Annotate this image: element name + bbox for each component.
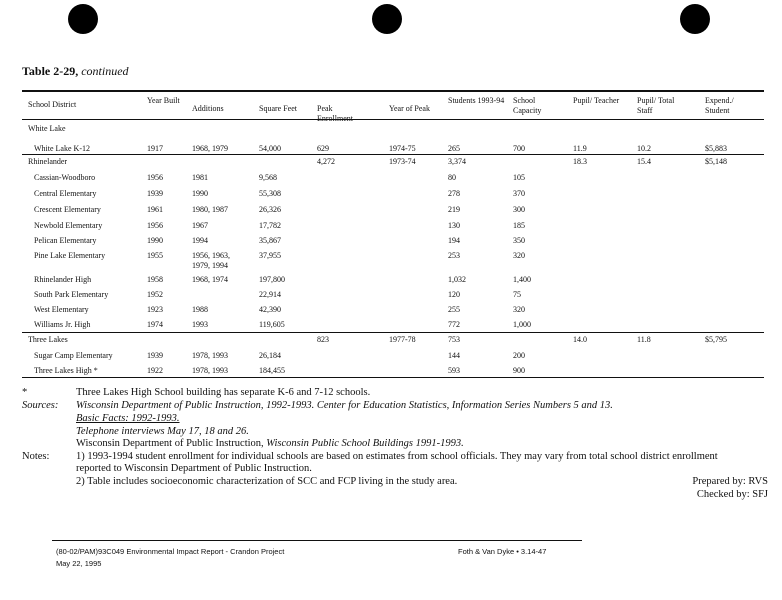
note-1a: 1) 1993-1994 student enrollment for individual schools are based on estimates from school officials. They may vary from total school district enrollment xyxy=(76,451,718,462)
row-col-students: 80 xyxy=(448,173,456,182)
row-col-students: 1,032 xyxy=(448,275,466,284)
row-col-year-built: 1956 xyxy=(147,173,163,182)
group-col-students: 753 xyxy=(448,335,460,344)
row-col-additions: 1990 xyxy=(192,189,208,198)
row-col-students: 772 xyxy=(448,320,460,329)
row-col-square-feet: 55,308 xyxy=(259,189,281,198)
row-col-students: 265 xyxy=(448,144,460,153)
row-col-school-capacity: 900 xyxy=(513,366,525,375)
row-col-year-built: 1922 xyxy=(147,366,163,375)
group-col-pupil-teacher: 14.0 xyxy=(573,335,587,344)
row-col-school-district: South Park Elementary xyxy=(34,290,109,299)
header-col-square-feet: Square Feet xyxy=(259,104,297,113)
row-col-square-feet: 22,914 xyxy=(259,290,281,299)
row-col-students: 593 xyxy=(448,366,460,375)
row-col-school-capacity: 370 xyxy=(513,189,525,198)
row-col-school-capacity: 75 xyxy=(513,290,521,299)
header-col-year-built: Year Built xyxy=(147,96,180,105)
row-col-square-feet: 9,568 xyxy=(259,173,277,182)
header-col-expend-student: Expend./ Student xyxy=(705,96,734,115)
row-col-school-district: Williams Jr. High xyxy=(34,320,91,329)
row-col-school-capacity: 350 xyxy=(513,236,525,245)
row-col-year-built: 1990 xyxy=(147,236,163,245)
row-col-year-built: 1939 xyxy=(147,351,163,360)
row-col-additions: 1968, 1974 xyxy=(192,275,228,284)
source-2: Basic Facts: 1992-1993. xyxy=(76,413,180,424)
group-rule xyxy=(22,154,764,155)
source-1: Wisconsin Department of Public Instruction, 1992-1993. Center for Education Statistics, Information Series Numbers 5 and 13. xyxy=(76,400,613,411)
row-col-square-feet: 35,867 xyxy=(259,236,281,245)
group-rule xyxy=(22,332,764,333)
row-col-additions: 1967 xyxy=(192,221,208,230)
row-col-year-built: 1939 xyxy=(147,189,163,198)
row-col-school-capacity: 1,400 xyxy=(513,275,531,284)
row-col-school-capacity: 300 xyxy=(513,205,525,214)
row-col-school-capacity: 1,000 xyxy=(513,320,531,329)
row-col-square-feet: 197,800 xyxy=(259,275,285,284)
footer-rule xyxy=(52,540,582,541)
group-col-pupil-staff: 11.8 xyxy=(637,335,651,344)
header-col-students: Students 1993-94 xyxy=(448,96,505,105)
row-col-school-district: Pelican Elementary xyxy=(34,236,97,245)
row-col-students: 278 xyxy=(448,189,460,198)
row-col-students: 219 xyxy=(448,205,460,214)
row-col-additions: 1988 xyxy=(192,305,208,314)
row-col-school-district: Central Elementary xyxy=(34,189,97,198)
star-mark: * xyxy=(22,387,28,398)
punch-hole xyxy=(680,4,710,34)
row-col-additions: 1981 xyxy=(192,173,208,182)
row-col-school-district: Newbold Elementary xyxy=(34,221,103,230)
note-1b: reported to Wisconsin Department of Public Instruction. xyxy=(76,463,312,474)
row-col-school-district: White Lake K-12 xyxy=(34,144,90,153)
note-2: 2) Table includes socioeconomic characterization of SCC and FCP living in the study area. xyxy=(76,476,458,487)
row-col-students: 120 xyxy=(448,290,460,299)
group-col-school-district: White Lake xyxy=(28,124,66,133)
row-col-school-district: Sugar Camp Elementary xyxy=(34,351,113,360)
row-col-pupil-teacher: 11.9 xyxy=(573,144,587,153)
group-col-peak-enrollment: 823 xyxy=(317,335,329,344)
row-col-students: 194 xyxy=(448,236,460,245)
group-col-expend-student: $5,148 xyxy=(705,157,727,166)
footer-page: Foth & Van Dyke • 3.14-47 xyxy=(458,547,547,556)
header-col-school-capacity: School Capacity xyxy=(513,96,542,115)
header-col-pupil-staff: Pupil/ Total Staff xyxy=(637,96,675,115)
row-col-square-feet: 119,605 xyxy=(259,320,285,329)
row-col-school-capacity: 200 xyxy=(513,351,525,360)
row-col-school-district: Rhinelander High xyxy=(34,275,92,284)
row-col-students: 130 xyxy=(448,221,460,230)
punch-hole xyxy=(372,4,402,34)
row-col-year-built: 1974 xyxy=(147,320,163,329)
star-footnote: Three Lakes High School building has separate K-6 and 7-12 schools. xyxy=(76,387,371,398)
row-col-pupil-staff: 10.2 xyxy=(637,144,651,153)
header-col-peak-enrollment: Peak Enrollment xyxy=(317,104,353,123)
source-3: Telephone interviews May 17, 18 and 26. xyxy=(76,426,249,437)
table-title-suffix: continued xyxy=(81,64,129,78)
group-col-year-of-peak: 1977-78 xyxy=(389,335,416,344)
header-col-school-district: School District xyxy=(28,100,77,109)
row-col-square-feet: 17,782 xyxy=(259,221,281,230)
row-col-additions: 1980, 1987 xyxy=(192,205,228,214)
group-col-pupil-staff: 15.4 xyxy=(637,157,651,166)
row-col-square-feet: 54,000 xyxy=(259,144,281,153)
row-col-year-of-peak: 1974-75 xyxy=(389,144,416,153)
footer-date: May 22, 1995 xyxy=(56,559,102,568)
row-col-school-district: Three Lakes High * xyxy=(34,366,98,375)
group-col-year-of-peak: 1973-74 xyxy=(389,157,416,166)
row-col-additions: 1978, 1993 xyxy=(192,351,228,360)
row-col-square-feet: 184,455 xyxy=(259,366,285,375)
group-col-pupil-teacher: 18.3 xyxy=(573,157,587,166)
footer-doc-id: (80-02/PAM)93C049 Environmental Impact Report - Crandon Project xyxy=(56,547,285,556)
row-col-square-feet: 37,955 xyxy=(259,251,281,260)
row-col-school-capacity: 320 xyxy=(513,305,525,314)
group-col-school-district: Three Lakes xyxy=(28,335,68,344)
group-col-expend-student: $5,795 xyxy=(705,335,727,344)
group-col-school-district: Rhinelander xyxy=(28,157,68,166)
row-col-square-feet: 42,390 xyxy=(259,305,281,314)
row-col-school-district: Cassian-Woodboro xyxy=(34,173,96,182)
group-col-peak-enrollment: 4,272 xyxy=(317,157,335,166)
row-col-school-capacity: 105 xyxy=(513,173,525,182)
row-col-square-feet: 26,326 xyxy=(259,205,281,214)
header-col-year-of-peak: Year of Peak xyxy=(389,104,430,113)
row-col-school-capacity: 320 xyxy=(513,251,525,260)
table-top-rule xyxy=(22,90,764,92)
row-col-peak-enrollment: 629 xyxy=(317,144,329,153)
group-col-students: 3,374 xyxy=(448,157,466,166)
row-col-year-built: 1958 xyxy=(147,275,163,284)
punch-hole xyxy=(68,4,98,34)
row-col-additions: 1994 xyxy=(192,236,208,245)
row-col-square-feet: 26,184 xyxy=(259,351,281,360)
row-col-school-district: Crescent Elementary xyxy=(34,205,101,214)
source-4 xyxy=(76,437,464,450)
row-col-year-built: 1955 xyxy=(147,251,163,260)
row-col-additions: 1956, 1963, 1979, 1994 xyxy=(192,251,230,270)
table-title xyxy=(22,64,129,79)
row-col-school-capacity: 185 xyxy=(513,221,525,230)
notes-label: Notes: xyxy=(22,451,50,462)
row-col-year-built: 1952 xyxy=(147,290,163,299)
row-col-students: 255 xyxy=(448,305,460,314)
row-col-students: 144 xyxy=(448,351,460,360)
row-col-school-district: West Elementary xyxy=(34,305,89,314)
row-col-additions: 1968, 1979 xyxy=(192,144,228,153)
row-col-year-built: 1956 xyxy=(147,221,163,230)
row-col-expend-student: $5,883 xyxy=(705,144,727,153)
sources-label: Sources: xyxy=(22,400,59,411)
row-col-students: 253 xyxy=(448,251,460,260)
header-col-additions: Additions xyxy=(192,104,224,113)
table-title-label: Table 2-29, xyxy=(22,64,79,78)
header-col-pupil-teacher: Pupil/ Teacher xyxy=(573,96,620,105)
source-4-prefix: Wisconsin Department of Public Instruction, xyxy=(76,438,264,449)
row-col-additions: 1978, 1993 xyxy=(192,366,228,375)
prepared-by: Prepared by: RVS xyxy=(692,476,768,487)
row-col-school-capacity: 700 xyxy=(513,144,525,153)
row-col-year-built: 1917 xyxy=(147,144,163,153)
row-col-additions: 1993 xyxy=(192,320,208,329)
source-4-title: Wisconsin Public School Buildings 1991-1993. xyxy=(266,438,464,449)
row-col-school-district: Pine Lake Elementary xyxy=(34,251,106,260)
table-bottom-rule xyxy=(22,377,764,378)
header-rule xyxy=(22,119,764,120)
row-col-year-built: 1923 xyxy=(147,305,163,314)
row-col-year-built: 1961 xyxy=(147,205,163,214)
checked-by: Checked by: SFJ xyxy=(696,489,768,500)
